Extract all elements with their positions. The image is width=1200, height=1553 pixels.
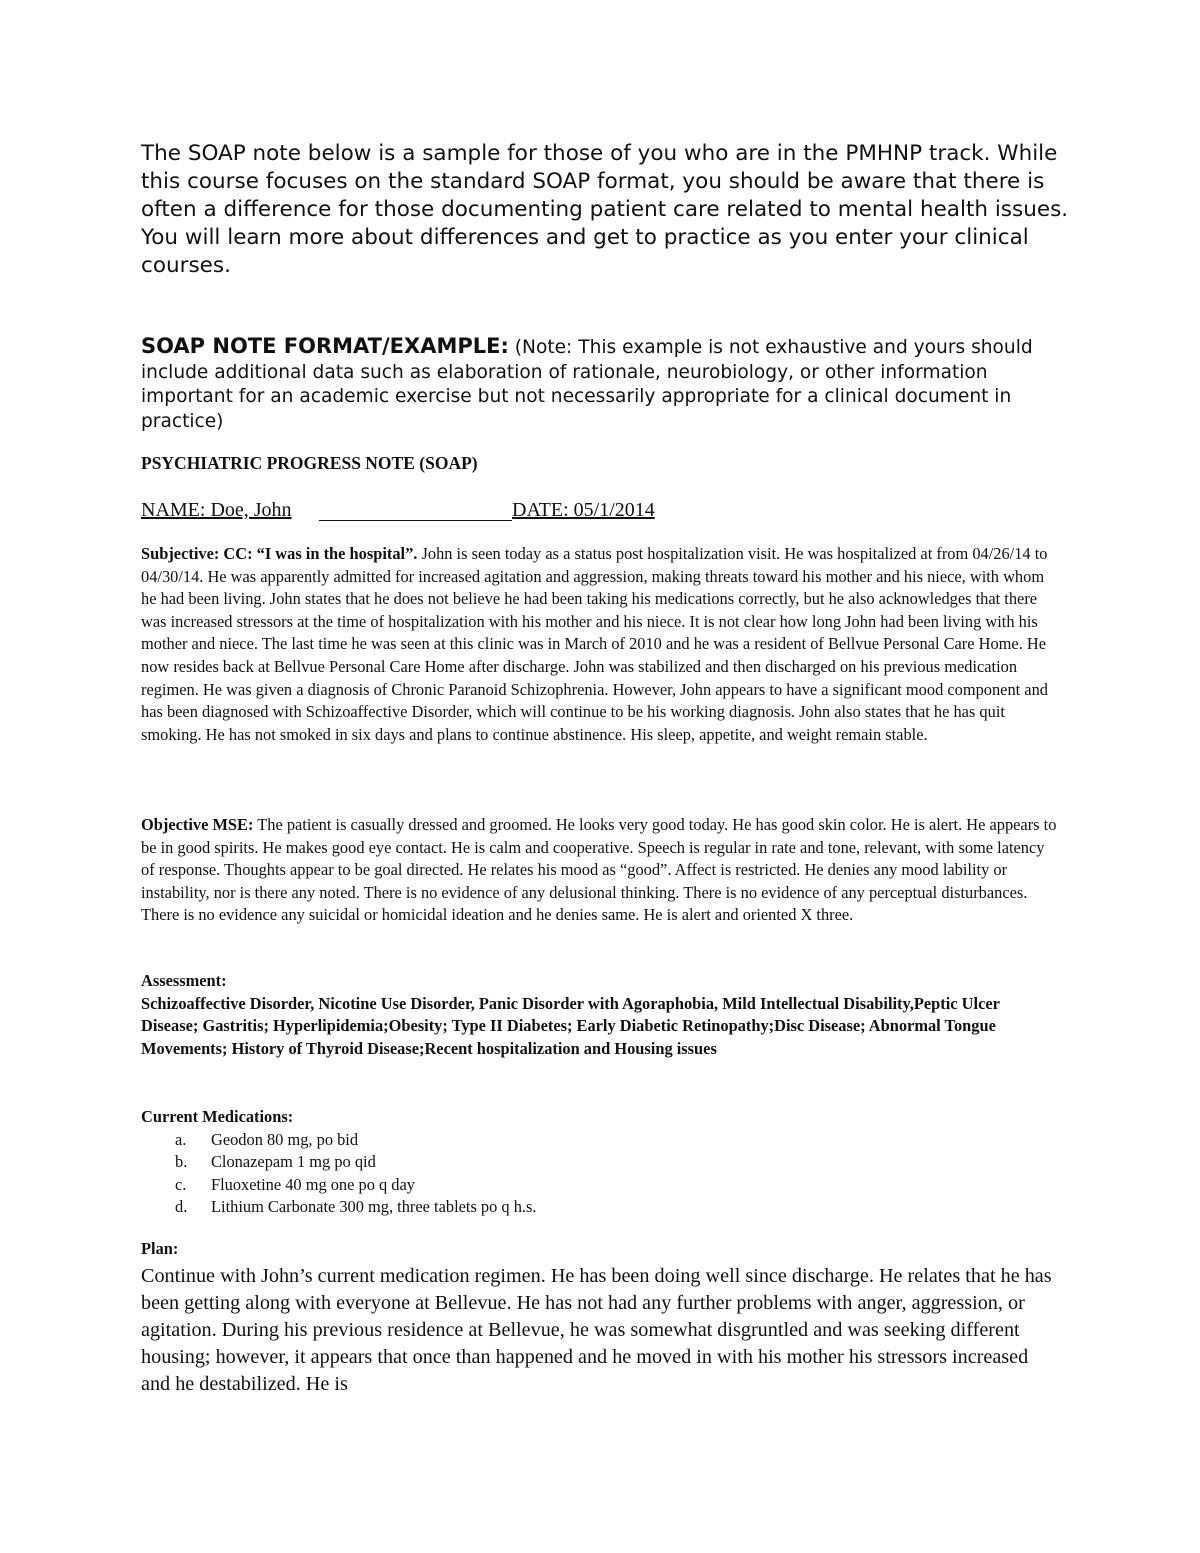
list-item (141, 1174, 1061, 1197)
assessment-section (141, 970, 1061, 1060)
list-item (141, 1151, 1061, 1174)
list-marker: a. (175, 1129, 187, 1149)
plan-section (141, 1238, 1061, 1398)
medication-text: Lithium Carbonate 300 mg, three tablets po q h.s. (211, 1197, 537, 1217)
patient-name: NAME: Doe, John (141, 499, 292, 521)
patient-header (141, 498, 701, 522)
plan-text: Continue with John’s current medication regimen. He has been doing well since discharge. He relates that he has been getting along with everyone at Bellevue. He has not had any further problems with anger, aggression, or agitation. During his previous residence at Bellevue, he was somewhat disgruntled and was seeking different housing; however, it appears that once than happened and he moved in with his mother his stressors increased and he destabilized. He is (141, 1264, 1052, 1395)
assessment-text: Schizoaffective Disorder, Nicotine Use Disorder, Panic Disorder with Agoraphobia, Mild Intellectual Disability,Peptic Ulcer Disease; Gastritis; Hyperlipidemia;Obesity; Type II Diabetes; Early Diabetic Retinopathy;Disc Disease; Abnormal Tongue Movements; History of Thyroid Disease;Recent hospitalization and Housing issues (141, 993, 1000, 1058)
medication-text: Clonazepam 1 mg po qid (211, 1152, 376, 1172)
soap-format-heading: SOAP NOTE FORMAT/EXAMPLE: (141, 334, 509, 358)
list-marker: d. (175, 1197, 188, 1217)
soap-format-note: (Note: This example is not exhaustive and yours should include additional data such as elaboration of rationale, neurobiology, or other information important for an academic exercise but not necessarily appropriate for a clinical document in practice) (141, 337, 1033, 432)
medication-text: Geodon 80 mg, po bid (211, 1129, 359, 1149)
objective-text: The patient is casually dressed and groomed. He looks very good today. He has good skin color. He is alert. He appears to be in good spirits. He makes good eye contact. He is calm and cooperative. Speech is regular in rate and tone, relevant, with some latency of response. Thoughts appear to be goal directed. He relates his mood as “good”. Affect is restricted. He denies any mood lability or instability, nor is there any noted. There is no evidence of any delusional thinking. There is no evidence of any perceptual disturbances. There is no evidence any suicidal or homicidal ideation and he denies same. He is alert and oriented X three. (141, 815, 1057, 925)
progress-note-title: PSYCHIATRIC PROGRESS NOTE (SOAP) (141, 453, 478, 473)
medications-section (141, 1106, 1061, 1219)
plan-label: Plan: (141, 1239, 179, 1258)
list-marker: c. (175, 1174, 187, 1194)
medication-text: Fluoxetine 40 mg one po q day (211, 1174, 415, 1194)
note-date: DATE: 05/1/2014 (512, 499, 655, 521)
intro-paragraph: The SOAP note below is a sample for those of you who are in the PMHNP track. While this course focuses on the standard SOAP format, you should be aware that there is often a difference for those documenting patient care related to mental health issues. You will learn more about differences and get to practice as you enter your clinical courses. (141, 141, 1069, 278)
list-item (141, 1196, 1061, 1219)
subjective-label: Subjective: CC: “I was in the hospital”. (141, 544, 418, 563)
subjective-section (141, 543, 1061, 746)
medications-list (141, 1129, 1061, 1219)
medications-label: Current Medications: (141, 1107, 294, 1126)
subjective-text: John is seen today as a status post hospitalization visit. He was hospitalized at from 04/26/14 to 04/30/14. He was apparently admitted for increased agitation and aggression, making threats toward his mother and his niece, with whom he had been living. John states that he does not believe he had been taking his medications correctly, but he also acknowledges that there was increased stressors at the time of hospitalization with his mother and his niece. It is not clear how long John had been living with his mother and niece. The last time he was seen at this clinic was in March of 2010 and he was a resident of Bellvue Personal Care Home. He now resides back at Bellvue Personal Care Home after discharge. John was stabilized and then discharged on his previous medication regimen. He was given a diagnosis of Chronic Paranoid Schizophrenia. However, John appears to have a significant mood component and has been diagnosed with Schizoaffective Disorder, which will continue to be his working diagnosis. John also states that he has quit smoking. He has not smoked in six days and plans to continue abstinence. His sleep, appetite, and weight remain stable. (141, 544, 1048, 744)
soap-format-section (141, 334, 1061, 434)
objective-label: Objective MSE: (141, 815, 254, 834)
header-underline (319, 498, 512, 521)
assessment-label: Assessment: (141, 971, 227, 990)
list-marker: b. (175, 1152, 188, 1172)
objective-section (141, 814, 1061, 927)
list-item (141, 1129, 1061, 1152)
